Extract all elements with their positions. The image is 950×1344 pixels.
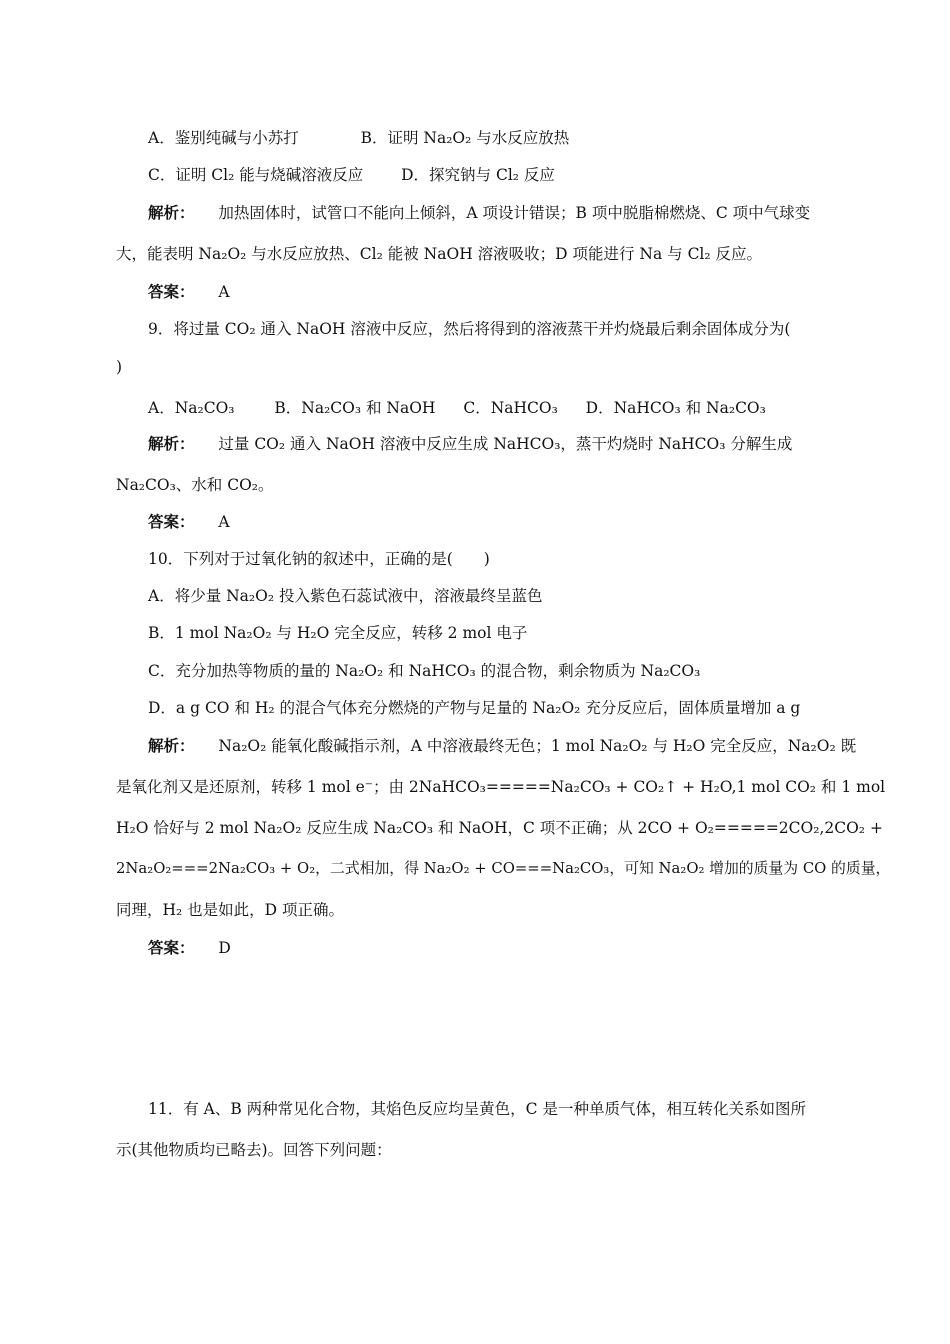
q10-answer-label: 答案：	[148, 938, 195, 957]
q9-stem-line-1: 9．将过量 CO₂ 通入 NaOH 溶液中反应，然后将得到的溶液蒸干并灼烧最后剩余固体成分为(	[148, 320, 791, 338]
q10-answer	[148, 936, 231, 958]
q9-option-a: A．Na₂CO₃	[148, 399, 235, 417]
q10-analysis-line-4: 2Na₂O₂===2Na₂CO₃ + O₂，二式相加，得 Na₂O₂ + CO===Na₂CO₃，可知 Na₂O₂ 增加的质量为 CO 的质量，	[116, 860, 891, 877]
q9-analysis-text-1: 过量 CO₂ 通入 NaOH 溶液中反应生成 NaHCO₃，蒸干灼烧时 NaHCO₃ 分解生成	[218, 435, 793, 453]
q8-analysis-line-1	[148, 201, 810, 223]
q11-stem-line-2: 示(其他物质均已略去)。回答下列问题：	[116, 1141, 392, 1159]
q8-option-d: D．探究钠与 Cl₂ 反应	[401, 166, 555, 184]
q9-analysis-line-2: Na₂CO₃、水和 CO₂。	[116, 476, 274, 494]
q8-option-c: C．证明 Cl₂ 能与烧碱溶液反应	[148, 166, 364, 184]
q8-answer-value: A	[218, 283, 230, 301]
q8-analysis-line-2: 大，能表明 Na₂O₂ 与水反应放热、Cl₂ 能被 NaOH 溶液吸收；D 项能进行 Na 与 Cl₂ 反应。	[116, 245, 763, 263]
q10-analysis-text-1: Na₂O₂ 能氧化酸碱指示剂，A 中溶液最终无色；1 mol Na₂O₂ 与 H₂O 完全反应，Na₂O₂ 既	[218, 737, 857, 755]
q8-options-row-1	[148, 126, 569, 148]
q8-analysis-label: 解析：	[148, 203, 195, 222]
q9-answer	[148, 510, 230, 532]
q11-stem-line-1: 11．有 A、B 两种常见化合物，其焰色反应均呈黄色，C 是一种单质气体，相互转化关系如图所	[148, 1100, 806, 1118]
q10-analysis-line-5: 同理，H₂ 也是如此，D 项正确。	[116, 901, 345, 919]
q9-analysis-line-1	[148, 432, 792, 454]
q10-answer-value: D	[218, 939, 231, 957]
q9-answer-value: A	[218, 513, 230, 531]
q8-option-a: A．鉴别纯碱与小苏打	[148, 129, 299, 147]
q8-answer	[148, 280, 230, 302]
q9-options-row	[148, 396, 766, 418]
q8-options-row-2	[148, 163, 555, 185]
q9-stem-line-2: )	[116, 358, 123, 376]
q10-option-a: A．将少量 Na₂O₂ 投入紫色石蕊试液中，溶液最终呈蓝色	[148, 587, 543, 605]
q9-option-d: D．NaHCO₃ 和 Na₂CO₃	[585, 399, 766, 417]
q8-option-b: B．证明 Na₂O₂ 与水反应放热	[360, 129, 570, 147]
q10-analysis-line-1	[148, 734, 856, 756]
q8-analysis-text-1: 加热固体时，试管口不能向上倾斜，A 项设计错误；B 项中脱脂棉燃烧、C 项中气球变	[218, 204, 811, 222]
q10-analysis-line-2: 是氧化剂又是还原剂，转移 1 mol e⁻；由 2NaHCO₃=====Na₂CO₃ + CO₂↑ + H₂O,1 mol CO₂ 和 1 mol	[116, 778, 886, 796]
q10-analysis-line-3: H₂O 恰好与 2 mol Na₂O₂ 反应生成 Na₂CO₃ 和 NaOH，C 项不正确；从 2CO + O₂=====2CO₂,2CO₂ +	[116, 819, 883, 837]
q10-option-c: C．充分加热等物质的量的 Na₂O₂ 和 NaHCO₃ 的混合物，剩余物质为 Na₂CO₃	[148, 662, 701, 680]
q10-option-b: B．1 mol Na₂O₂ 与 H₂O 完全反应，转移 2 mol 电子	[148, 624, 528, 642]
q9-answer-label: 答案：	[148, 512, 195, 531]
q10-analysis-label: 解析：	[148, 736, 195, 755]
q9-option-b: B．Na₂CO₃ 和 NaOH	[274, 399, 436, 417]
q9-analysis-label: 解析：	[148, 434, 195, 453]
q9-option-c: C．NaHCO₃	[463, 399, 558, 417]
q10-stem: 10．下列对于过氧化钠的叙述中，正确的是( )	[148, 550, 490, 568]
q8-answer-label: 答案：	[148, 282, 195, 301]
q10-option-d: D．a g CO 和 H₂ 的混合气体充分燃烧的产物与足量的 Na₂O₂ 充分反应后，固体质量增加 a g	[148, 699, 801, 717]
